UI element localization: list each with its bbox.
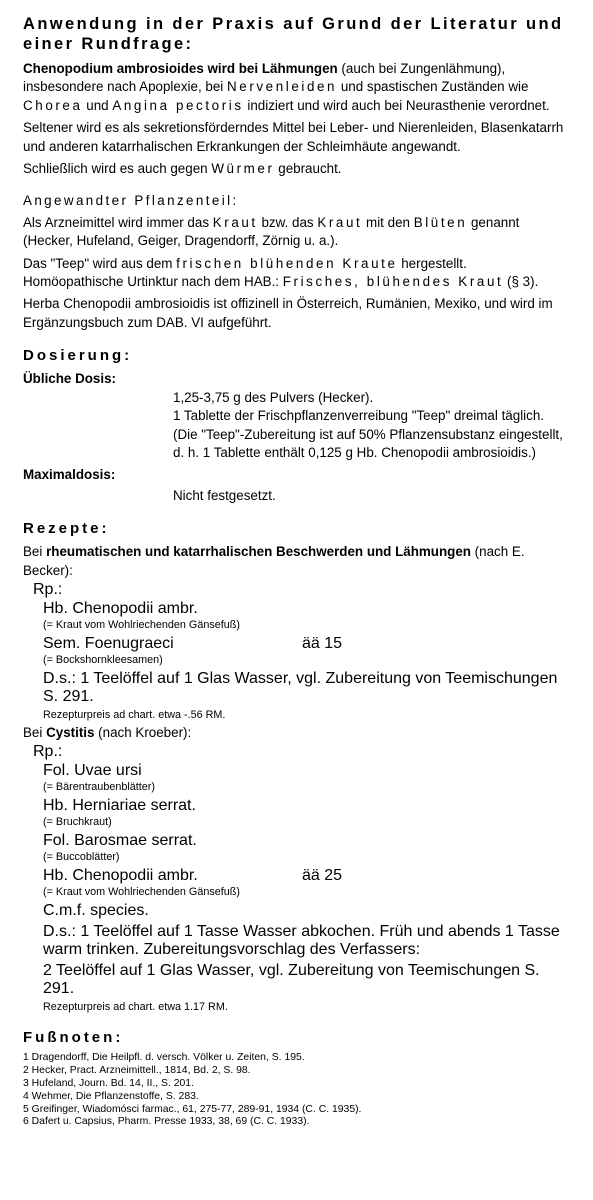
recipe-1-price: Rezepturpreis ad chart. etwa -.56 RM. [43,708,226,721]
recipe-2-instructions: D.s.: 1 Teelöffel auf 1 Tasse Wasser abkochen. Früh und abends 1 Tasse warm trinken. Zubereitungsvorschlag des Verfassers: [43,923,560,959]
intro-paragraph-worms: Schließlich wird es auch gegen Würmer gebraucht. [23,161,342,177]
dosage-heading: Dosierung: [23,347,133,365]
usual-dose-line: 1 Tablette der Frischpflanzenverreibung "Teep" dreimal täglich. [173,408,545,424]
recipe-2-instructions-alt: 2 Teelöffel auf 1 Glas Wasser, vgl. Zubereitung von Teemischungen S. 291. [43,962,540,998]
footnote: 6 Dafert u. Capsius, Pharm. Presse 1933, 38, 69 (C. C. 1933). [23,1116,310,1128]
usual-dose-line: 1,25-3,75 g des Pulvers (Hecker). [173,389,374,405]
recipe-1-ingredient-note: (= Bockshornkleesamen) [43,653,163,666]
plant-part-paragraph-hab: Homöopathische Urtinktur nach dem HAB.: Frisches, blühendes Kraut (§ 3). [23,274,539,290]
recipe-2-ingredient: Hb. Herniariae serrat. [43,797,196,815]
footnotes-heading: Fußnoten: [23,1029,124,1047]
usual-dose-label: Übliche Dosis: [23,371,117,387]
document-page [23,14,571,1129]
spaced-term: Nervenleiden [227,79,338,95]
plant-part-paragraph-teep: Das "Teep" wird aus dem frischen blühenden Kraute hergestellt. [23,255,467,271]
page-title: Anwendung in der Praxis auf Grund der Literatur und einer Rundfrage: [23,15,564,53]
intro-bold-text: Chenopodium ambrosioides wird bei Lähmungen [23,61,338,76]
usual-dose-values [173,389,571,463]
recipe-2-amount: ää 25 [302,867,343,885]
max-dose-value: Nicht festgesetzt. [173,487,276,503]
footnote: 3 Hufeland, Journ. Bd. 14, II., S. 201. [23,1077,194,1089]
footnotes-list [23,1052,571,1129]
spaced-term: Angina pectoris [112,97,244,113]
recipe-2-rp: Rp.: [33,743,63,761]
spaced-term: Frisches, blühendes Kraut [282,274,504,290]
plant-part-paragraph-herb: Als Arzneimittel wird immer das Kraut bzw. das Kraut mit den Blüten genannt (Hecker, Hufeland, Geiger, Dragendorff, Zörnig u. a.). [23,214,520,249]
footnote: 4 Wehmer, Die Pflanzenstoffe, S. 283. [23,1090,199,1102]
recipes-heading: Rezepte: [23,520,110,538]
recipe-2-intro: Bei Cystitis (nach Kroeber): [23,724,192,740]
recipe-1-ingredient: Hb. Chenopodii ambr. [43,599,198,617]
recipe-2-ingredient-note: (= Bruchkraut) [43,816,112,829]
recipe-2-ingredient: Hb. Chenopodii ambr. ää 25 [43,867,343,885]
recipe-2-ingredient-note: (= Kraut vom Wohlriechenden Gänsefuß) [43,886,240,899]
spaced-term: Würmer [211,161,275,177]
recipe-1-rp: Rp.: [33,580,63,598]
intro-paragraph-paralysis: Chenopodium ambrosioides wird bei Lähmungen (auch bei Zungenlähmung), insbesondere nach Apoplexie, bei Nervenleiden und spastischen Zuständen wie Chorea und Angina pectoris indiziert und wird auch bei Neurasthenie verordnet. [23,61,550,113]
plant-part-heading: Angewandter Pflanzenteil: [23,193,239,209]
usual-dose-line: (Die "Teep"-Zubereitung ist auf 50% Pflanzensubstanz eingestellt, d. h. 1 Tablette enthält 0,125 g Hb. Chenopodii ambrosioidis.) [173,426,563,460]
recipe-1-intro: Bei rheumatischen und katarrhalischen Beschwerden und Lähmungen (nach E. Becker): [23,544,525,578]
plant-part-paragraph-official: Herba Chenopodii ambrosioidis ist offizinell in Österreich, Rumänien, Mexiko, und wird im Ergänzungsbuch zum DAB. VI aufgeführt. [23,296,553,330]
recipe-1-instructions: D.s.: 1 Teelöffel auf 1 Glas Wasser, vgl. Zubereitung von Teemischungen S. 291. [43,669,558,705]
recipe-2-cmf: C.m.f. species. [43,902,149,920]
max-dose-label: Maximaldosis: [23,467,116,483]
recipe-1-ingredient: Sem. Foenugraeci ää 15 [43,634,343,652]
spaced-term: Kraut [317,214,363,230]
recipe-2-price: Rezepturpreis ad chart. etwa 1.17 RM. [43,1001,228,1014]
recipe-2-ingredient-note: (= Bärentraubenblätter) [43,781,155,794]
spaced-term: Chorea [23,97,83,113]
recipe-2-ingredient: Fol. Barosmae serrat. [43,832,197,850]
spaced-term: Blüten [413,214,468,230]
footnote: 1 Dragendorff, Die Heilpfl. d. versch. Völker u. Zeiten, S. 195. [23,1052,305,1064]
recipe-2-ingredient: Fol. Uvae ursi [43,762,142,780]
intro-paragraph-secretion: Seltener wird es als sekretionsförderndes Mittel bei Leber- und Nierenleiden, Blasenkatarrh und anderen katarrhalischen Erkrankungen der Schleimhäute angewandt. [23,120,564,154]
recipe-2-ingredient-note: (= Buccoblätter) [43,851,120,864]
footnote: 5 Greifinger, Wiadomósci farmac., 61, 275-77, 289-91, 1934 (C. C. 1935). [23,1103,362,1115]
footnote: 2 Hecker, Pract. Arzneimittell., 1814, Bd. 2, S. 98. [23,1065,251,1077]
spaced-term: frischen blühenden Kraute [176,255,398,271]
recipe-1-ingredient-note: (= Kraut vom Wohlriechenden Gänsefuß) [43,618,240,631]
spaced-term: Kraut [212,214,258,230]
recipe-1-amount: ää 15 [302,634,343,652]
